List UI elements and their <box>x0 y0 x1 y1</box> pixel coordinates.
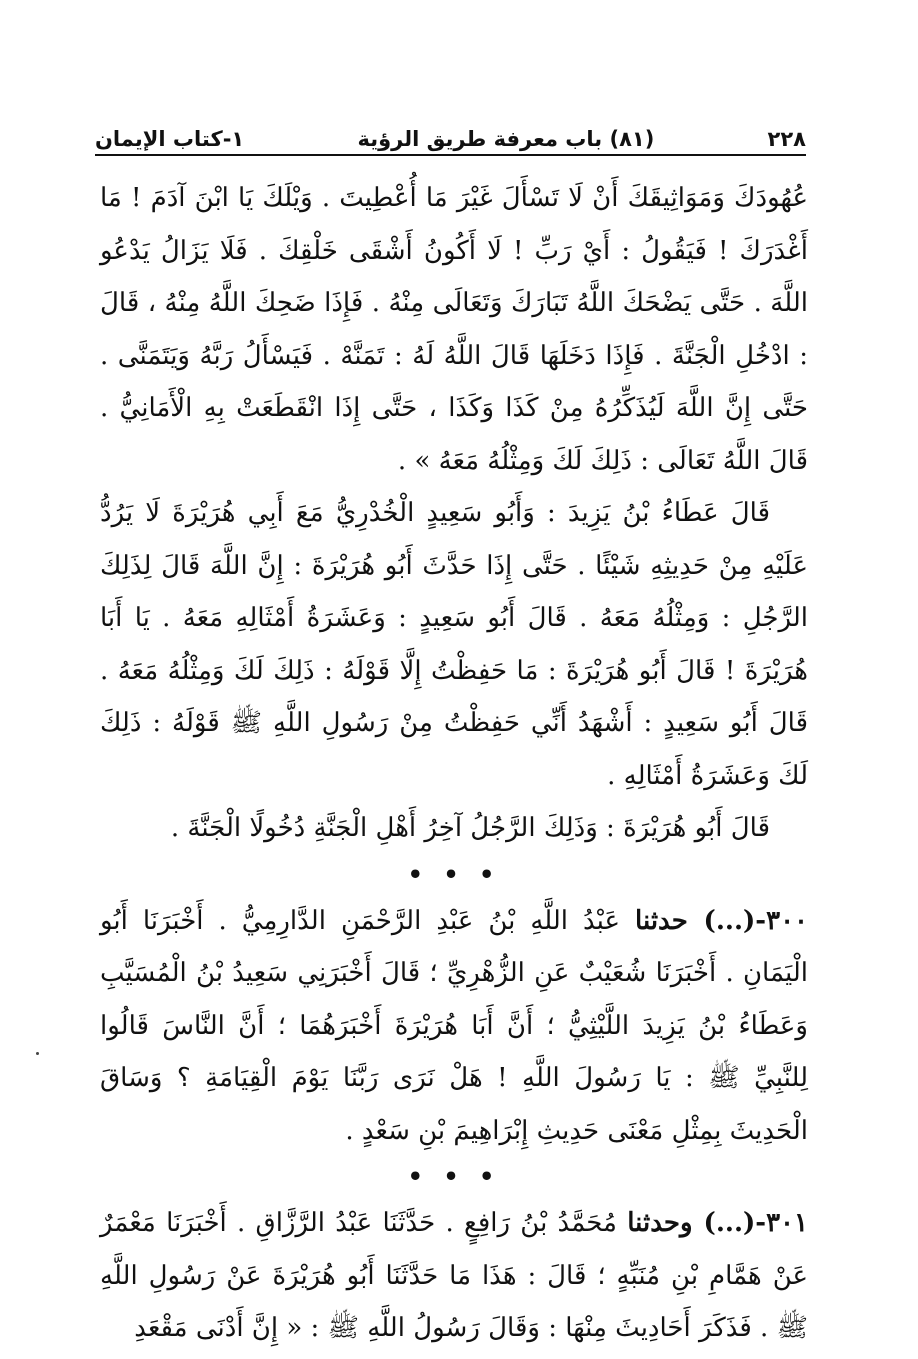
page-body <box>100 172 808 1355</box>
scan-speck <box>36 1052 39 1055</box>
hadith-300-text: عَبْدُ اللَّهِ بْنُ عَبْدِ الرَّحْمَنِ الدَّارِمِيُّ . أَخْبَرَنَا أَبُو الْيَمَانِ . أَخْبَرَنَا شُعَيْبٌ عَنِ الزُّهْرِيِّ ؛ قَالَ أَخْبَرَنِي سَعِيدُ بْنُ الْمُسَيَّبِ وَعَطَاءُ بْنُ يَزِيدَ اللَّيْثِيُّ ؛ أَنَّ أَبَا هُرَيْرَةَ أَخْبَرَهُمَا ؛ أَنَّ النَّاسَ قَالُوا لِلنَّبِيِّ ﷺ : يَا رَسُولَ اللَّهِ ! هَلْ نَرَى رَبَّنَا يَوْمَ الْقِيَامَةِ ؟ وَسَاقَ الْحَدِيثَ بِمِثْلِ مَعْنَى حَدِيثِ إِبْرَاهِيمَ بْنِ سَعْدٍ . <box>100 905 808 1146</box>
hadith-300-number: ٣٠٠-(...) حدثنا <box>635 905 809 936</box>
closing-remark-paragraph: قَالَ أَبُو هُرَيْرَةَ : وَذَلِكَ الرَّجُلُ آخِرُ أَهْلِ الْجَنَّةِ دُخُولًا الْجَنَّةَ . <box>170 813 770 843</box>
hadith-301-text: مُحَمَّدُ بْنُ رَافِعٍ . حَدَّثَنَا عَبْدُ الرَّزَّاقِ . أَخْبَرَنَا مَعْمَرٌ عَنْ هَمَّامِ بْنِ مُنَبِّهٍ ؛ قَالَ : هَذَا مَا حَدَّثَنَا أَبُو هُرَيْرَةَ عَنْ رَسُولِ اللَّهِ ﷺ . فَذَكَرَ أَحَادِيثَ مِنْهَا : وَقَالَ رَسُولُ اللَّهِ ﷺ : « إِنَّ أَدْنَى مَقْعَدِ <box>100 1208 808 1343</box>
hadith-300-paragraph <box>100 895 808 1158</box>
page-header <box>95 112 806 152</box>
hadith-301-number: ٣٠١-(...) وحدثنا <box>627 1208 808 1238</box>
hadith-301-paragraph <box>100 1197 808 1355</box>
page-number: ٢٢٨ <box>767 126 806 151</box>
header-rule <box>95 154 806 156</box>
book-title: ١-كتاب الإيمان <box>95 126 245 151</box>
hadith-text-continuation: عُهُودَكَ وَمَوَاثِيقَكَ أَنْ لَا تَسْأَلَ غَيْرَ مَا أُعْطِيتَ . وَيْلَكَ يَا ابْنَ آدَمَ ! مَا أَغْدَرَكَ ! فَيَقُولُ : أَيْ رَبِّ ! لَا أَكُونُ أَشْقَى خَلْقِكَ . فَلَا يَزَالُ يَدْعُو اللَّهَ . حَتَّى يَضْحَكَ اللَّهُ تَبَارَكَ وَتَعَالَى مِنْهُ . فَإِذَا ضَحِكَ اللَّهُ مِنْهُ ، قَالَ : ادْخُلِ الْجَنَّةَ . فَإِذَا دَخَلَهَا قَالَ اللَّهُ لَهُ : تَمَنَّهْ . فَيَسْأَلُ رَبَّهُ وَيَتَمَنَّى . حَتَّى إِنَّ اللَّهَ لَيُذَكِّرُهُ مِنْ كَذَا وَكَذَا ، حَتَّى إِذَا انْقَطَعَتْ بِهِ الْأَمَانِيُّ . قَالَ اللَّهُ تَعَالَى : ذَلِكَ لَكَ وَمِثْلُهُ مَعَهُ » . <box>100 183 808 476</box>
chapter-title: (٨١) باب معرفة طريق الرؤية <box>357 126 655 151</box>
section-separator: • • • <box>407 859 501 889</box>
narrator-comment-paragraph: قَالَ عَطَاءُ بْنُ يَزِيدَ : وَأَبُو سَعِيدٍ الْخُدْرِيُّ مَعَ أَبِي هُرَيْرَةَ لَا يَرُدُّ عَلَيْهِ مِنْ حَدِيثِهِ شَيْئًا . حَتَّى إِذَا حَدَّثَ أَبُو هُرَيْرَةَ : إِنَّ اللَّهَ قَالَ لِذَلِكَ الرَّجُلِ : وَمِثْلُهُ مَعَهُ . قَالَ أَبُو سَعِيدٍ : وَعَشَرَةُ أَمْثَالِهِ مَعَهُ . يَا أَبَا هُرَيْرَةَ ! قَالَ أَبُو هُرَيْرَةَ : مَا حَفِظْتُ إِلَّا قَوْلَهُ : ذَلِكَ لَكَ وَمِثْلُهُ مَعَهُ . قَالَ أَبُو سَعِيدٍ : أَشْهَدُ أَنِّي حَفِظْتُ مِنْ رَسُولِ اللَّهِ ﷺ قَوْلَهُ : ذَلِكَ لَكَ وَعَشَرَةُ أَمْثَالِهِ . <box>100 498 808 791</box>
section-separator-2: • • • <box>407 1162 501 1191</box>
